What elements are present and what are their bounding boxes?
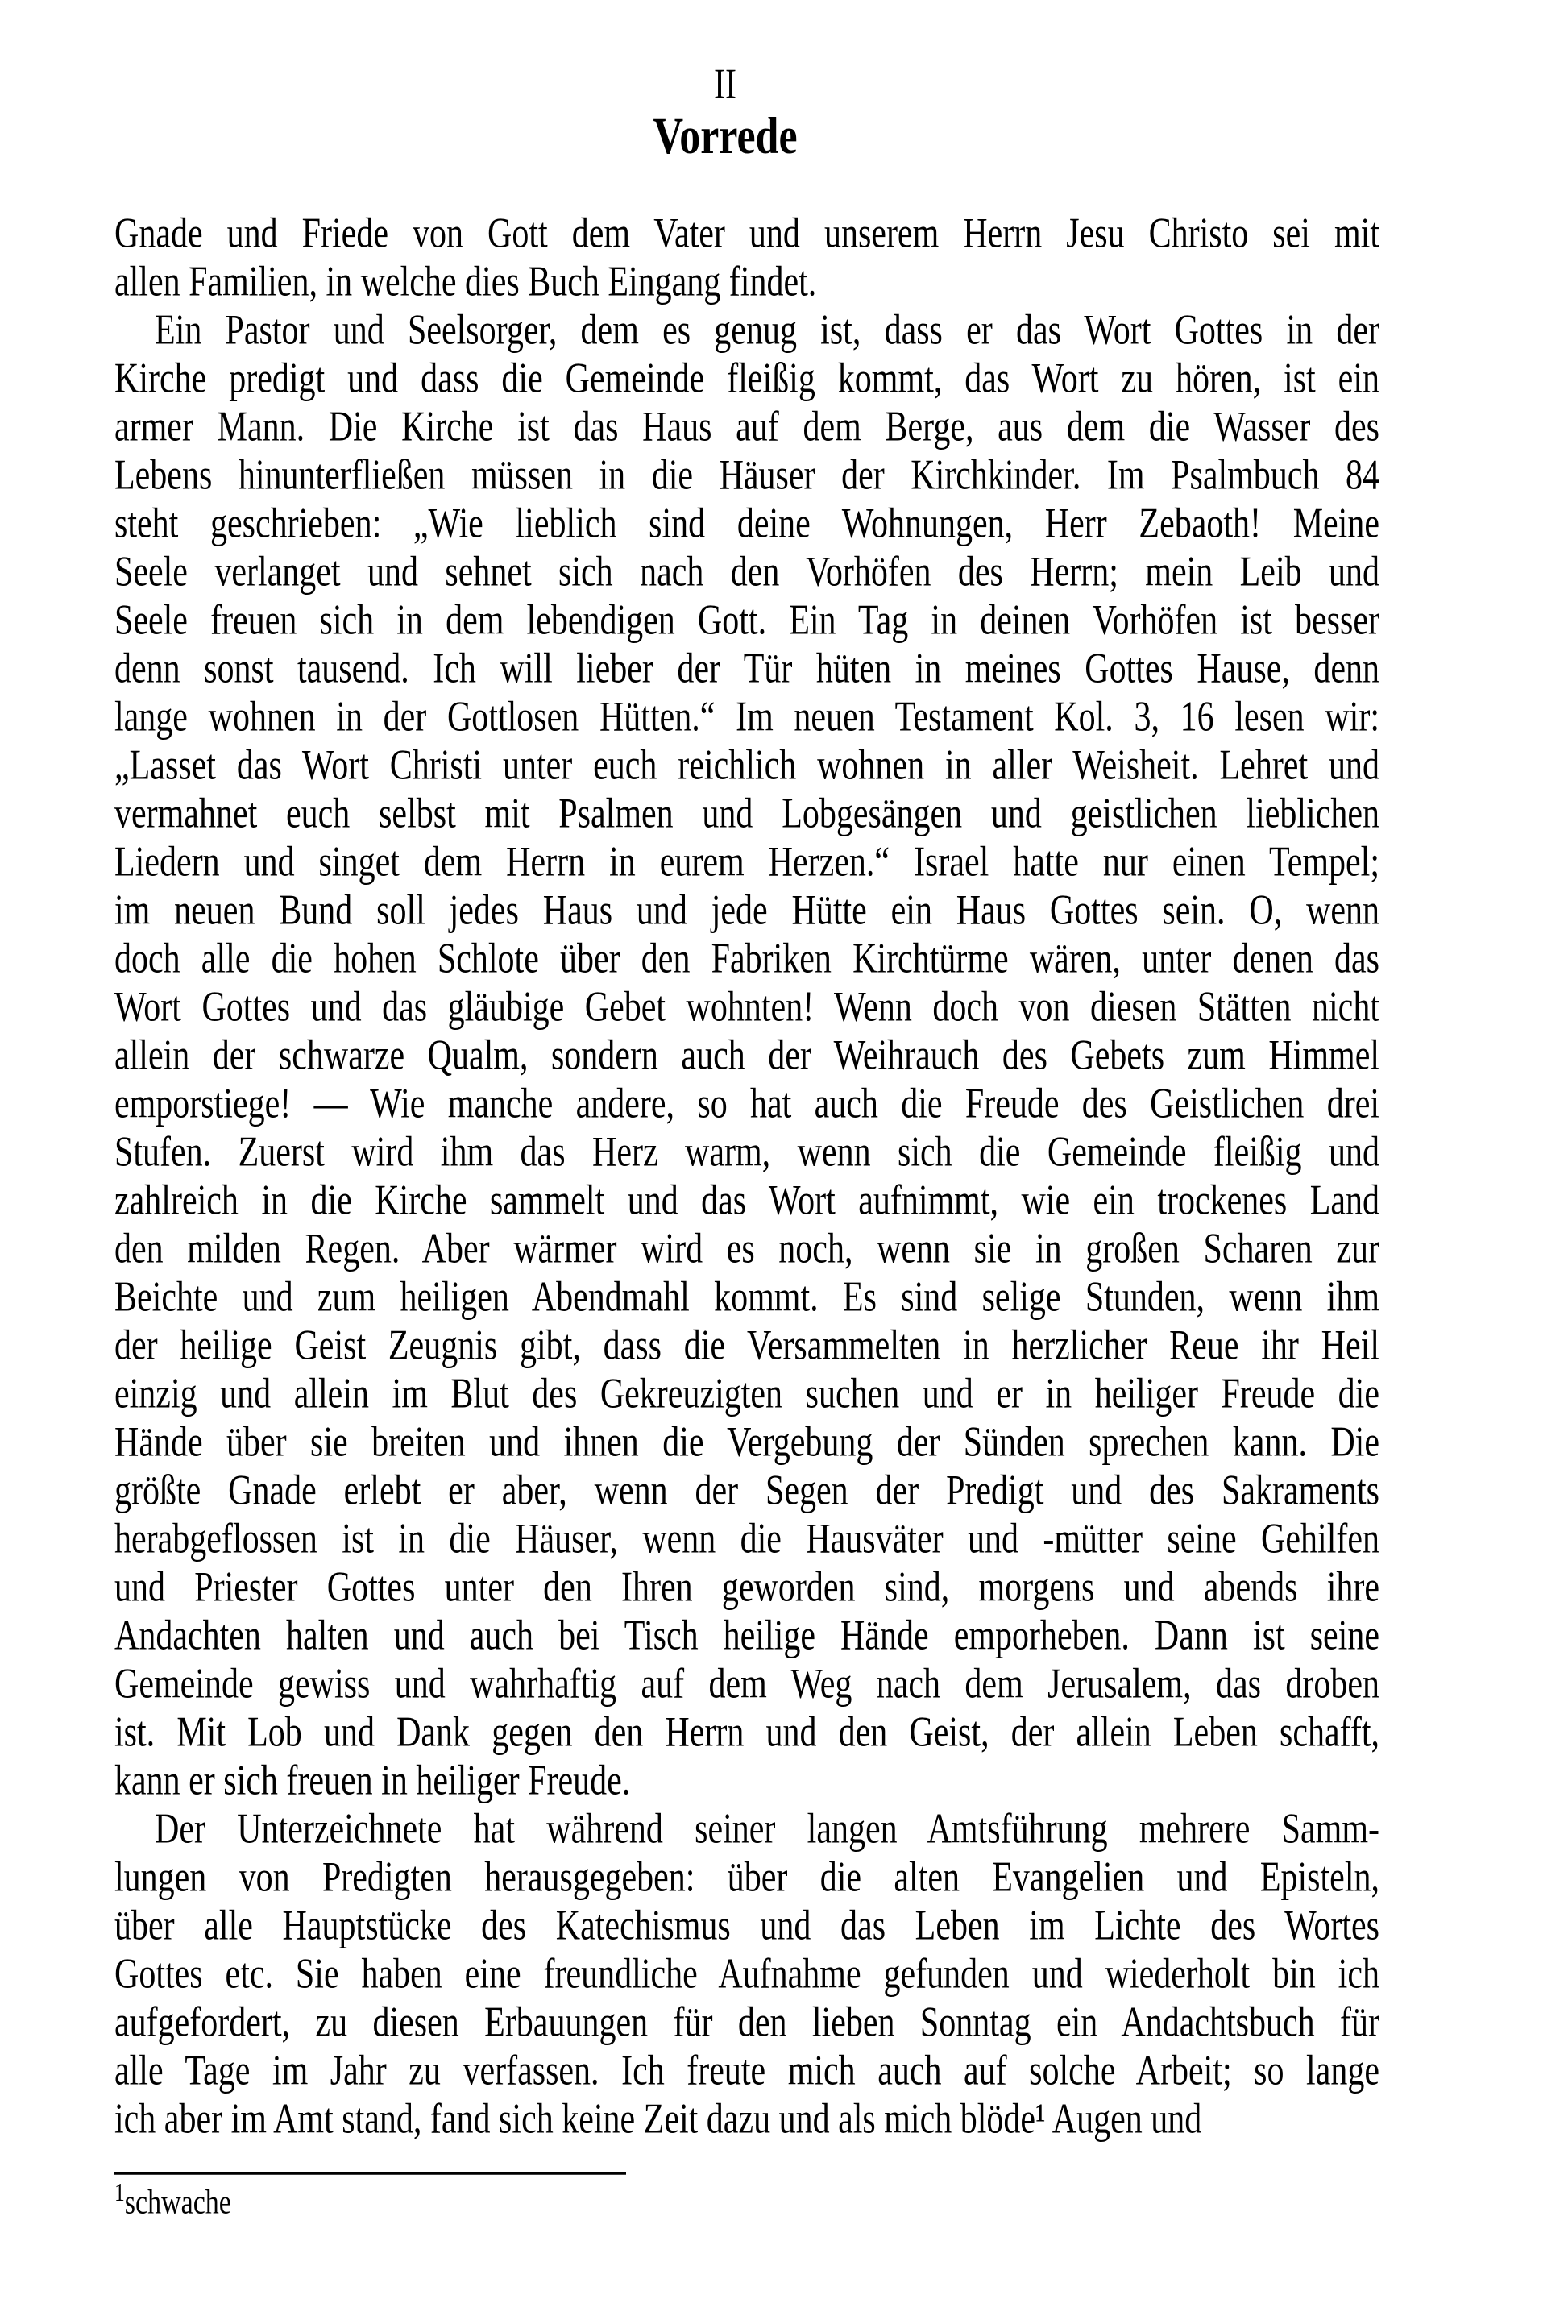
footnote-marker: 1 bbox=[114, 2177, 125, 2207]
text-line: Der Unterzeichnete hat während seiner langen Amtsführung mehrere Samm- bbox=[155, 1806, 1379, 1853]
text-line: steht geschrieben: „Wie lieblich sind deine Wohnungen, Herr Zebaoth! Meine bbox=[114, 500, 1379, 547]
body-text bbox=[114, 210, 1379, 2143]
text-line: ich aber im Amt stand, fand sich keine Zeit dazu und als mich blöde¹ Augen und bbox=[114, 2096, 1202, 2143]
text-line: Andachten halten und auch bei Tisch heilige Hände emporheben. Dann ist seine bbox=[114, 1612, 1379, 1659]
text-line: „Lasset das Wort Christi unter euch reichlich wohnen in aller Weisheit. Lehret und bbox=[114, 742, 1379, 789]
text-line: kann er sich freuen in heiliger Freude. bbox=[114, 1758, 631, 1804]
text-line: Seele freuen sich in dem lebendigen Gott. Ein Tag in deinen Vorhöfen ist besser bbox=[114, 597, 1379, 644]
text-line: allen Familien, in welche dies Buch Eingang findet. bbox=[114, 259, 817, 305]
text-line: armer Mann. Die Kirche ist das Haus auf dem Berge, aus dem die Wasser des bbox=[114, 404, 1379, 450]
text-line: Hände über sie breiten und ihnen die Vergebung der Sünden sprechen kann. Die bbox=[114, 1419, 1379, 1466]
text-line: emporstiege! — Wie manche andere, so hat auch die Freude des Geistlichen drei bbox=[114, 1081, 1379, 1127]
text-line: Seele verlanget und sehnet sich nach den Vorhöfen des Herrn; mein Leib und bbox=[114, 549, 1379, 596]
text-line: über alle Hauptstücke des Katechismus und das Leben im Lichte des Wortes bbox=[114, 1903, 1379, 1949]
text-line: den milden Regen. Aber wärmer wird es noch, wenn sie in großen Scharen zur bbox=[114, 1226, 1379, 1272]
footnote-text: schwache bbox=[124, 2184, 231, 2222]
text-line: doch alle die hohen Schlote über den Fabriken Kirchtürme wären, unter denen das bbox=[114, 936, 1379, 982]
text-line: Stufen. Zuerst wird ihm das Herz warm, wenn sich die Gemeinde fleißig und bbox=[114, 1129, 1379, 1176]
text-line: allein der schwarze Qualm, sondern auch der Weihrauch des Gebets zum Himmel bbox=[114, 1032, 1379, 1079]
text-line: Kirche predigt und dass die Gemeinde fleißig kommt, das Wort zu hören, ist ein bbox=[114, 355, 1379, 402]
text-line: größte Gnade erlebt er aber, wenn der Segen der Predigt und des Sakraments bbox=[114, 1467, 1379, 1514]
page-number: II bbox=[714, 61, 736, 108]
text-line: herabgeflossen ist in die Häuser, wenn die Hausväter und -mütter seine Gehilfen bbox=[114, 1516, 1379, 1562]
text-line: Beichte und zum heiligen Abendmahl kommt. Es sind selige Stunden, wenn ihm bbox=[114, 1274, 1379, 1321]
footnote-separator-rule bbox=[114, 2172, 626, 2175]
text-line: Gemeinde gewiss und wahrhaftig auf dem Weg nach dem Jerusalem, das droben bbox=[114, 1661, 1379, 1708]
text-line: Wort Gottes und das gläubige Gebet wohnten! Wenn doch von diesen Stätten nicht bbox=[114, 984, 1379, 1031]
footnote bbox=[114, 2177, 1379, 2225]
text-line: der heilige Geist Zeugnis gibt, dass die Versammelten in herzlicher Reue ihr Heil bbox=[114, 1322, 1379, 1369]
text-line: lungen von Predigten herausgegeben: über die alten Evangelien und Episteln, bbox=[114, 1854, 1379, 1901]
text-line: Gottes etc. Sie haben eine freundliche Aufnahme gefunden und wiederholt bin ich bbox=[114, 1951, 1379, 1998]
text-line: ist. Mit Lob und Dank gegen den Herrn und den Geist, der allein Leben schafft, bbox=[114, 1709, 1379, 1756]
text-line: im neuen Bund soll jedes Haus und jede Hütte ein Haus Gottes sein. O, wenn bbox=[114, 887, 1379, 934]
page-title: Vorrede bbox=[653, 107, 798, 165]
text-line: alle Tage im Jahr zu verfassen. Ich freute mich auch auf solche Arbeit; so lange bbox=[114, 2048, 1379, 2094]
text-line: vermahnet euch selbst mit Psalmen und Lobgesängen und geistlichen lieblichen bbox=[114, 791, 1379, 837]
text-line: Lebens hinunterfließen müssen in die Häuser der Kirchkinder. Im Psalmbuch 84 bbox=[114, 452, 1379, 499]
text-line: aufgefordert, zu diesen Erbauungen für den lieben Sonntag ein Andachtsbuch für bbox=[114, 1999, 1379, 2046]
text-line: lange wohnen in der Gottlosen Hütten.“ Im neuen Testament Kol. 3, 16 lesen wir: bbox=[114, 694, 1379, 741]
text-line: denn sonst tausend. Ich will lieber der Tür hüten in meines Gottes Hause, denn bbox=[114, 645, 1379, 692]
text-line: und Priester Gottes unter den Ihren geworden sind, morgens und abends ihre bbox=[114, 1564, 1379, 1611]
text-line: einzig und allein im Blut des Gekreuzigten suchen und er in heiliger Freude die bbox=[114, 1371, 1379, 1417]
text-line: Ein Pastor und Seelsorger, dem es genug ist, dass er das Wort Gottes in der bbox=[155, 307, 1379, 354]
text-line: Gnade und Friede von Gott dem Vater und unserem Herrn Jesu Christo sei mit bbox=[114, 210, 1379, 257]
text-line: zahlreich in die Kirche sammelt und das Wort aufnimmt, wie ein trockenes Land bbox=[114, 1177, 1379, 1224]
text-line: Liedern und singet dem Herrn in eurem Herzen.“ Israel hatte nur einen Tempel; bbox=[114, 839, 1379, 886]
